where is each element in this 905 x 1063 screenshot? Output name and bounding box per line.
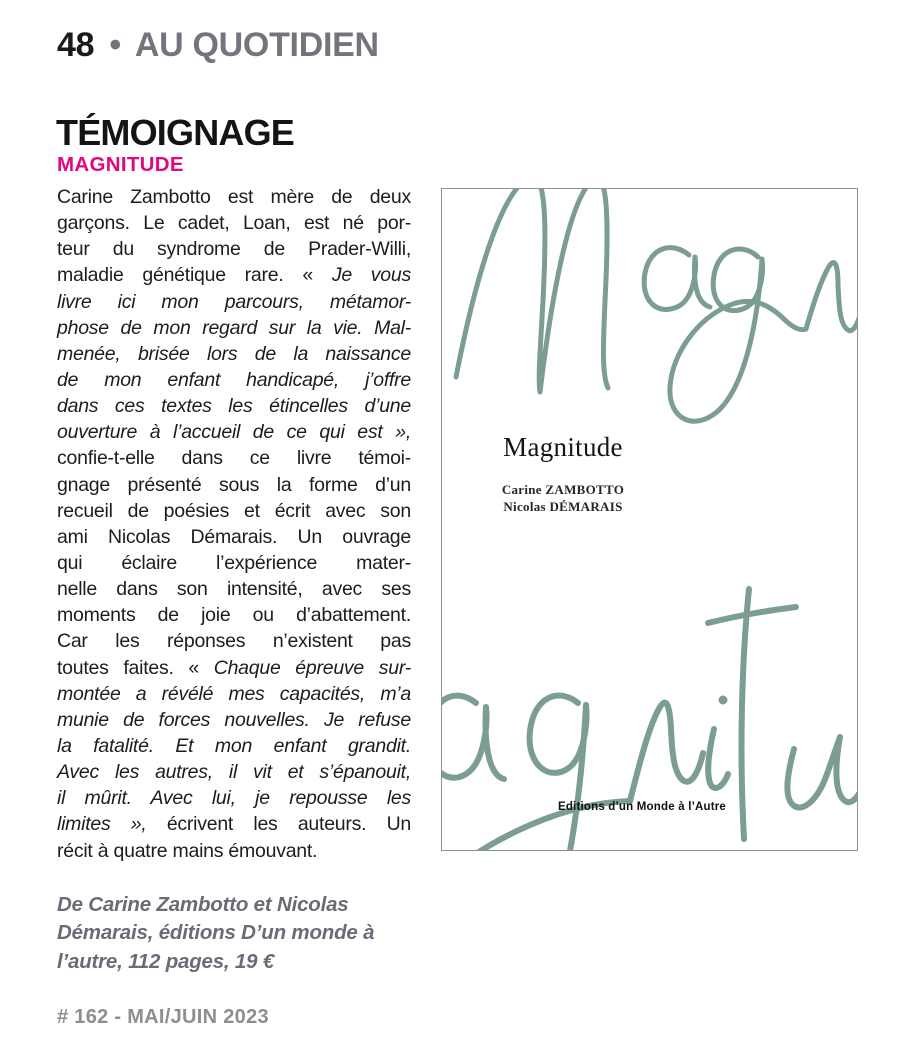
body-line	[57, 681, 411, 707]
body-segment: garçons. Le cadet, Loan, est né por-	[57, 212, 411, 235]
body-segment: Carine Zambotto est mère de deux	[57, 186, 411, 208]
cover-publisher: Editions d’un Monde à l’Autre	[557, 801, 727, 813]
body-segment: toutes faites. «	[57, 656, 214, 679]
body-segment: qui éclaire l’expérience mater-	[57, 551, 411, 574]
body-segment: maladie génétique rare. «	[57, 264, 332, 287]
script-letter-n2	[630, 703, 703, 801]
body-line	[57, 341, 411, 367]
script-letter-a2	[442, 696, 504, 779]
body-line	[57, 811, 411, 837]
body-line	[57, 445, 411, 471]
issue-footer: # 162 - MAI/JUIN 2023	[57, 1006, 269, 1028]
body-line	[57, 759, 411, 785]
credit-line: l’autre, 112 pages, 19 €	[57, 949, 275, 973]
page-number: 48	[57, 26, 95, 64]
script-letter-u	[787, 737, 857, 807]
body-line	[57, 524, 411, 550]
cover-author-line: Nicolas DÉMARAIS	[503, 498, 623, 514]
script-letter-i-stem	[708, 729, 728, 788]
body-segment: recueil de poésies et écrit avec son	[57, 499, 411, 522]
body-line	[57, 472, 411, 498]
body-segment-italic: montée a révélé mes capacités, m’a	[57, 682, 411, 705]
script-letter-i-dot	[719, 696, 728, 705]
body-segment-italic: phose de mon regard sur la vie. Mal-	[57, 316, 411, 339]
body-segment-italic: la fatalité. Et mon enfant grandit.	[57, 734, 411, 757]
body-segment-italic: livre ici mon parcours, métamor-	[57, 290, 411, 313]
article-body	[57, 184, 411, 864]
cover-book-title: Magnitude	[503, 432, 623, 462]
body-line	[57, 785, 411, 811]
body-segment: gnage présenté sous la forme d’un	[57, 473, 411, 496]
script-letter-g2-bowl	[530, 696, 587, 773]
body-segment: teur du syndrome de Prader-Willi,	[57, 238, 411, 261]
body-segment-italic: Chaque épreuve sur-	[213, 656, 412, 679]
script-word-magn	[456, 189, 857, 421]
body-line	[57, 184, 411, 210]
body-segment: écrivent les auteurs. Un	[146, 813, 411, 836]
body-segment-italic: de mon enfant handicapé, j’offre	[57, 368, 411, 391]
body-line	[57, 289, 411, 315]
body-line	[57, 419, 411, 445]
credit-line: De Carine Zambotto et Nicolas	[57, 893, 349, 916]
body-segment: Car les réponses n’existent pas	[57, 630, 411, 653]
body-line	[57, 655, 411, 681]
script-letter-n	[806, 262, 857, 330]
script-letter-g	[670, 249, 806, 421]
body-line	[57, 315, 411, 341]
cover-author-line: Carine ZAMBOTTO	[501, 482, 625, 497]
body-line	[57, 367, 411, 393]
body-segment: ami Nicolas Démarais. Un ouvrage	[57, 525, 411, 548]
cover-script-art	[442, 189, 857, 850]
body-segment: nelle dans son intensité, avec ses	[57, 578, 411, 601]
article-kicker: TÉMOIGNAGE	[56, 112, 295, 153]
body-segment-italic: menée, brisée lors de la naissance	[57, 342, 411, 365]
cover-authors	[442, 482, 684, 515]
body-segment-italic: ouverture à l’accueil de ce qui est »,	[57, 421, 411, 444]
body-segment: moments de joie ou d’abattement.	[57, 604, 411, 627]
body-segment-italic: munie de forces nouvelles. Je refuse	[57, 708, 411, 731]
article-title: MAGNITUDE	[57, 153, 184, 176]
body-segment-italic: Avec les autres, il vit et s’épanouit,	[57, 761, 411, 784]
body-line	[57, 602, 411, 628]
body-line	[57, 550, 411, 576]
body-segment-italic: dans ces textes les étincelles d’une	[57, 395, 411, 418]
body-segment-italic: il mûrit. Avec lui, je repousse les	[57, 787, 411, 810]
page-header	[57, 26, 379, 65]
body-line	[57, 236, 411, 262]
body-segment-italic: Je vous	[331, 264, 411, 287]
body-line	[57, 838, 411, 864]
body-line	[57, 733, 411, 759]
body-line	[57, 210, 411, 236]
body-line	[57, 393, 411, 419]
script-letter-t-bar	[708, 607, 796, 623]
body-segment: confie-t-elle dans ce livre témoi-	[57, 447, 411, 470]
script-letter-g2-descender	[562, 705, 586, 850]
bullet-separator: •	[109, 26, 121, 64]
body-segment-italic: limites »,	[57, 813, 147, 836]
article-credit	[57, 891, 417, 976]
section-title: AU QUOTIDIEN	[134, 26, 379, 64]
body-line	[57, 576, 411, 602]
body-line	[57, 628, 411, 654]
script-letter-M	[456, 189, 608, 392]
script-letter-a	[644, 248, 710, 310]
book-cover	[441, 188, 858, 851]
body-line	[57, 498, 411, 524]
body-segment: récit à quatre mains émouvant.	[57, 839, 318, 862]
body-line	[57, 262, 411, 288]
credit-line: Démarais, éditions D’un monde à	[57, 921, 375, 945]
body-line	[57, 707, 411, 733]
